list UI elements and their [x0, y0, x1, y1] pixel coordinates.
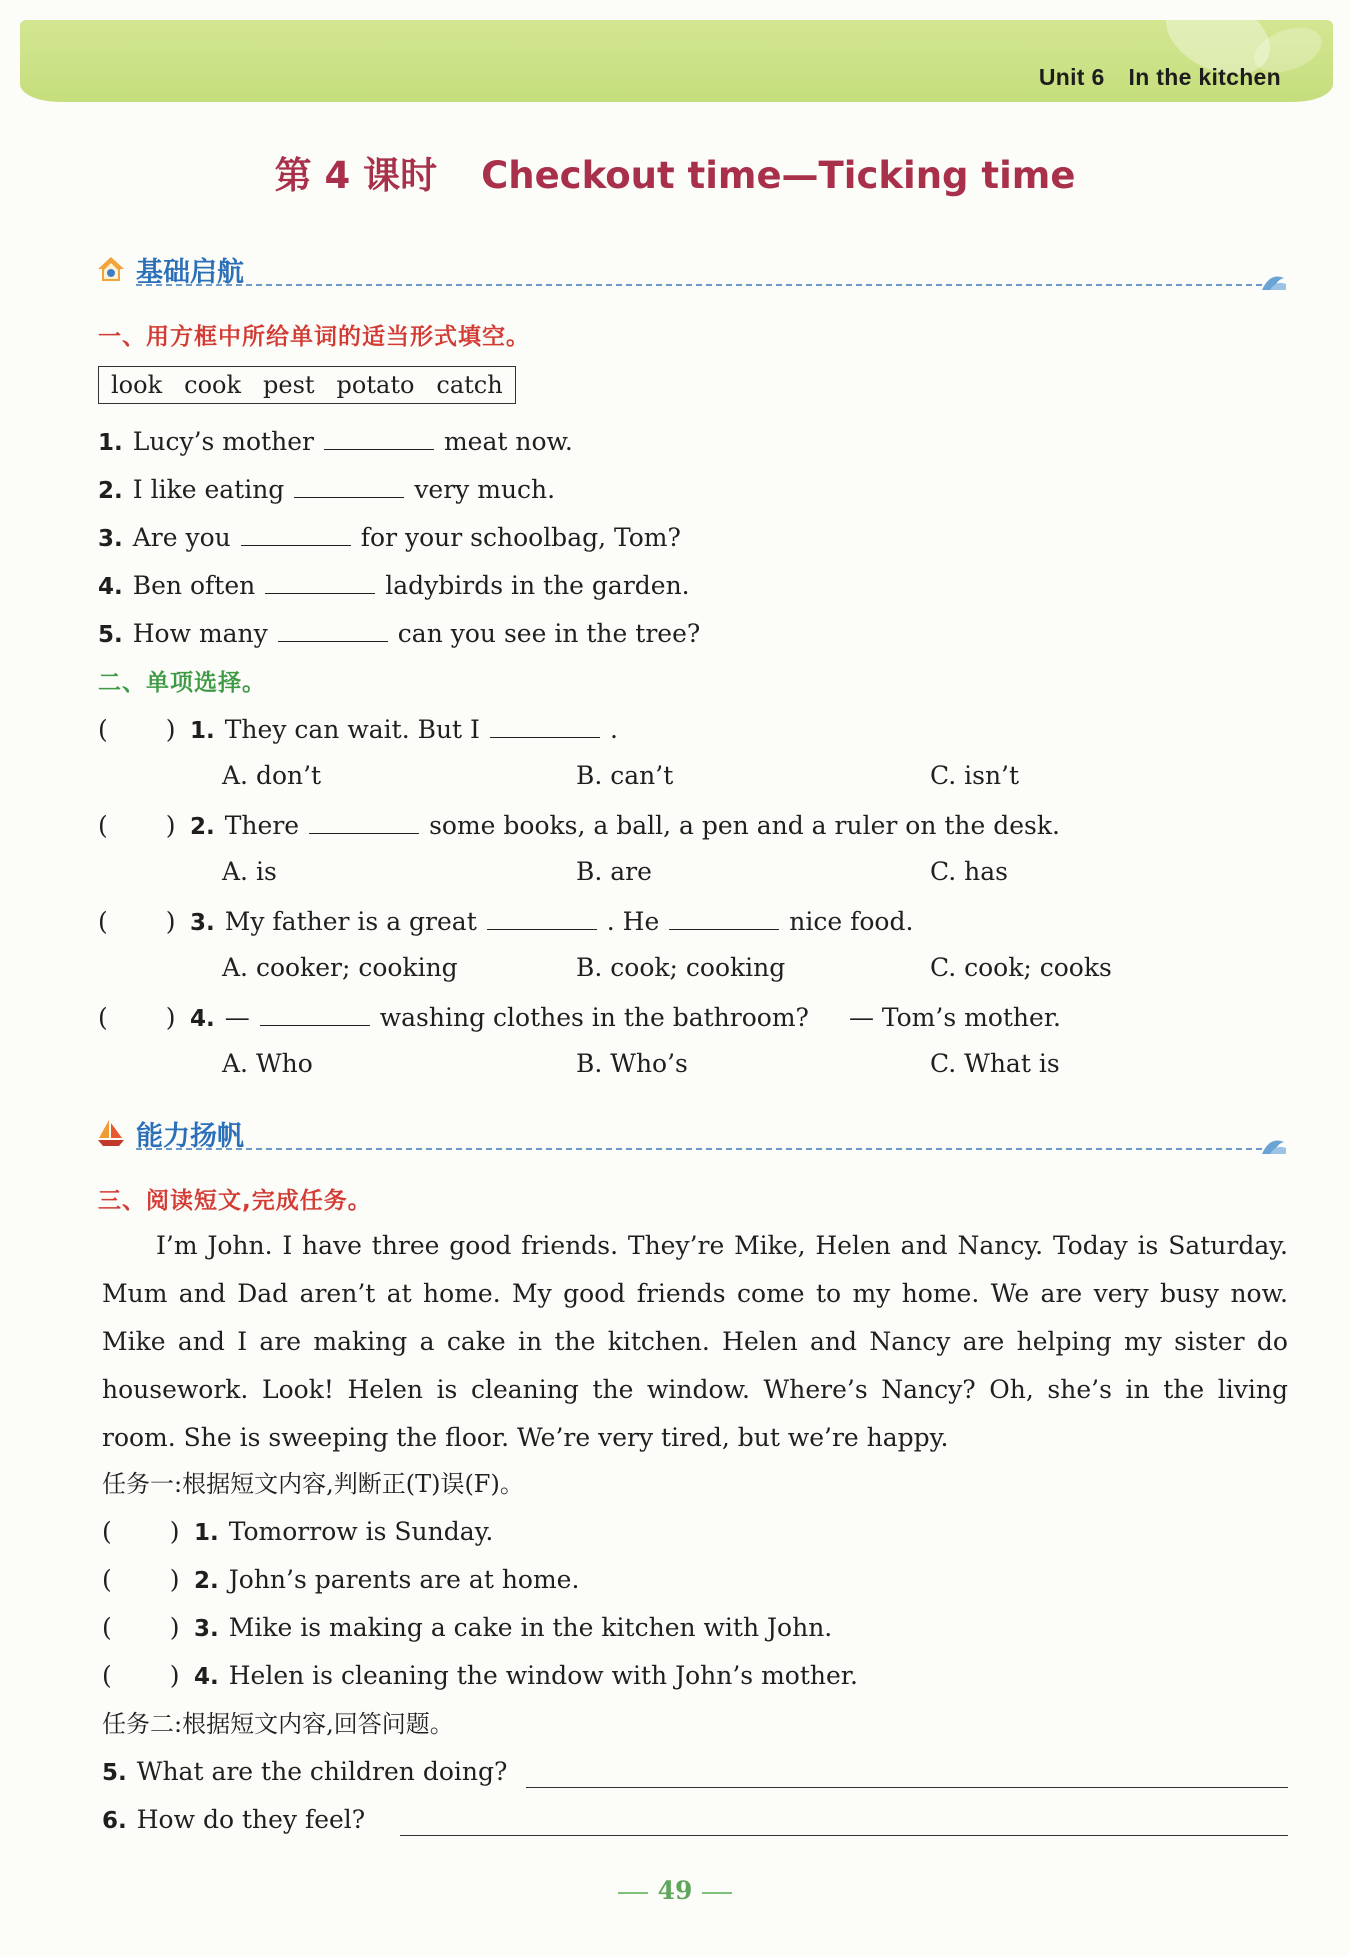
page-number-text: 49	[657, 1876, 693, 1905]
option-b[interactable]: B. are	[576, 857, 652, 886]
item-text: Lucy’s mother	[132, 427, 314, 456]
answer-line[interactable]	[526, 1786, 1288, 1788]
item-text: I like eating	[132, 475, 285, 504]
page-number	[0, 1876, 1350, 1905]
option-c[interactable]: C. What is	[930, 1049, 1060, 1078]
option-a[interactable]: A. cooker; cooking	[222, 953, 458, 982]
header-banner	[20, 20, 1333, 102]
question-number: 2.	[190, 814, 215, 840]
question-number: 4.	[190, 1006, 215, 1032]
answer-blank[interactable]	[265, 568, 375, 594]
question-text: nice food.	[789, 907, 914, 936]
item-text: John’s parents are at home.	[228, 1565, 580, 1594]
item-text: What are the children doing?	[136, 1757, 508, 1786]
item-text: How many	[132, 619, 268, 648]
item-text: Tomorrow is Sunday.	[228, 1517, 494, 1546]
question-text: — Tom’s mother.	[848, 1003, 1061, 1032]
part2-heading: 二、单项选择。	[98, 670, 266, 696]
fill-item-5	[98, 616, 700, 651]
sailboat-icon	[96, 1118, 126, 1148]
option-c[interactable]: C. isn’t	[930, 761, 1020, 790]
question-number: 3.	[190, 910, 215, 936]
item-number: 4.	[98, 574, 123, 600]
fill-item-2	[98, 472, 555, 507]
answer-parentheses[interactable]: ( )	[102, 1565, 180, 1594]
qa-item-5	[102, 1756, 507, 1789]
answer-parentheses[interactable]: ( )	[98, 811, 176, 840]
option-c[interactable]: C. cook; cooks	[930, 953, 1112, 982]
house-icon	[96, 254, 126, 284]
answer-blank[interactable]	[241, 520, 351, 546]
unit-title: In the kitchen	[1128, 64, 1281, 90]
section-title: 基础启航	[136, 257, 244, 288]
word-item: cook	[184, 371, 242, 399]
answer-blank[interactable]	[324, 424, 434, 450]
item-text: can you see in the tree?	[397, 619, 701, 648]
dashed-divider	[136, 1148, 1262, 1150]
answer-blank[interactable]	[278, 616, 388, 642]
answer-blank[interactable]	[260, 1000, 370, 1026]
item-number: 3.	[98, 526, 123, 552]
mc-question-4	[98, 1000, 1061, 1035]
dashed-divider	[136, 284, 1262, 286]
question-text: . He	[606, 907, 660, 936]
question-text: some books, a ball, a pen and a ruler on the desk.	[429, 811, 1060, 840]
question-number: 1.	[190, 718, 215, 744]
unit-number: Unit 6	[1038, 64, 1105, 90]
item-text: Ben often	[132, 571, 256, 600]
wave-icon	[1260, 1134, 1288, 1156]
word-item: pest	[263, 371, 315, 399]
answer-line[interactable]	[400, 1834, 1288, 1836]
task1-heading: 任务一:根据短文内容,判断正(T)误(F)。	[102, 1470, 524, 1498]
option-b[interactable]: B. can’t	[576, 761, 674, 790]
answer-blank[interactable]	[294, 472, 404, 498]
answer-blank[interactable]	[487, 904, 597, 930]
item-number: 3.	[194, 1616, 219, 1642]
item-text: for your schoolbag, Tom?	[360, 523, 681, 552]
mc-question-3	[98, 904, 913, 939]
item-text: very much.	[414, 475, 556, 504]
mc-question-2	[98, 808, 1060, 843]
answer-parentheses[interactable]: ( )	[98, 715, 176, 744]
item-number: 2.	[194, 1568, 219, 1594]
word-item: potato	[336, 371, 415, 399]
item-text: Are you	[132, 523, 231, 552]
item-text: How do they feel?	[136, 1805, 366, 1834]
section-header-ability	[96, 1112, 1288, 1152]
item-number: 6.	[102, 1808, 127, 1834]
part1-heading: 一、用方框中所给单词的适当形式填空。	[98, 324, 530, 350]
item-text: Helen is cleaning the window with John’s mother.	[228, 1661, 858, 1690]
item-number: 2.	[98, 478, 123, 504]
fill-item-4	[98, 568, 690, 603]
word-item: look	[111, 371, 163, 399]
option-a[interactable]: A. don’t	[222, 761, 322, 790]
item-number: 1.	[194, 1520, 219, 1546]
item-text: meat now.	[443, 427, 573, 456]
wave-icon	[1260, 270, 1288, 292]
question-text: .	[609, 715, 618, 744]
fill-item-1	[98, 424, 573, 459]
option-a[interactable]: A. Who	[222, 1049, 313, 1078]
option-b[interactable]: B. Who’s	[576, 1049, 688, 1078]
option-c[interactable]: C. has	[930, 857, 1008, 886]
answer-parentheses[interactable]: ( )	[102, 1613, 180, 1642]
qa-item-6	[102, 1804, 365, 1837]
question-text: My father is a great	[224, 907, 477, 936]
option-b[interactable]: B. cook; cooking	[576, 953, 786, 982]
mc-question-1	[98, 712, 618, 747]
question-text: They can wait. But I	[224, 715, 480, 744]
answer-parentheses[interactable]: ( )	[98, 907, 176, 936]
lesson-title	[0, 145, 1350, 199]
section-title: 能力扬帆	[136, 1121, 244, 1152]
reading-passage	[102, 1222, 1288, 1462]
word-item: catch	[436, 371, 503, 399]
item-number: 1.	[98, 430, 123, 456]
answer-parentheses[interactable]: ( )	[102, 1661, 180, 1690]
lesson-topic: Checkout time—Ticking time	[481, 154, 1076, 197]
item-number: 5.	[102, 1760, 127, 1786]
tf-item-3	[102, 1612, 832, 1645]
answer-parentheses[interactable]: ( )	[102, 1517, 180, 1546]
item-text: Mike is making a cake in the kitchen with John.	[228, 1613, 833, 1642]
answer-blank[interactable]	[490, 712, 600, 738]
question-text: —	[224, 1003, 250, 1032]
fill-item-3	[98, 520, 681, 555]
tf-item-1	[102, 1516, 493, 1549]
option-a[interactable]: A. is	[222, 857, 277, 886]
passage-text: I’m John. I have three good friends. They’re Mike, Helen and Nancy. Today is Saturday. Mum and Dad aren’t at home. My good friends come to my home. We are very busy now. Mike and I are making a cake in the kitchen. Helen and Nancy are helping my sister do housework. Look! Helen is cleaning the window. Where’s Nancy? Oh, she’s in the living room. She is sweeping the floor. We’re very tired, but we’re happy.	[102, 1231, 1288, 1452]
word-box	[98, 366, 516, 404]
lesson-number: 第 4 课时	[274, 154, 438, 197]
section-header-basic	[96, 248, 1288, 288]
question-text: There	[224, 811, 300, 840]
tf-item-4	[102, 1660, 858, 1693]
tf-item-2	[102, 1564, 579, 1597]
answer-blank[interactable]	[309, 808, 419, 834]
answer-parentheses[interactable]: ( )	[98, 1003, 176, 1032]
item-number: 5.	[98, 622, 123, 648]
task2-heading: 任务二:根据短文内容,回答问题。	[102, 1710, 454, 1738]
item-text: ladybirds in the garden.	[385, 571, 690, 600]
part3-heading: 三、阅读短文,完成任务。	[98, 1188, 372, 1214]
question-text: washing clothes in the bathroom?	[379, 1003, 809, 1032]
item-number: 4.	[194, 1664, 219, 1690]
answer-blank[interactable]	[669, 904, 779, 930]
unit-label	[1039, 64, 1281, 91]
